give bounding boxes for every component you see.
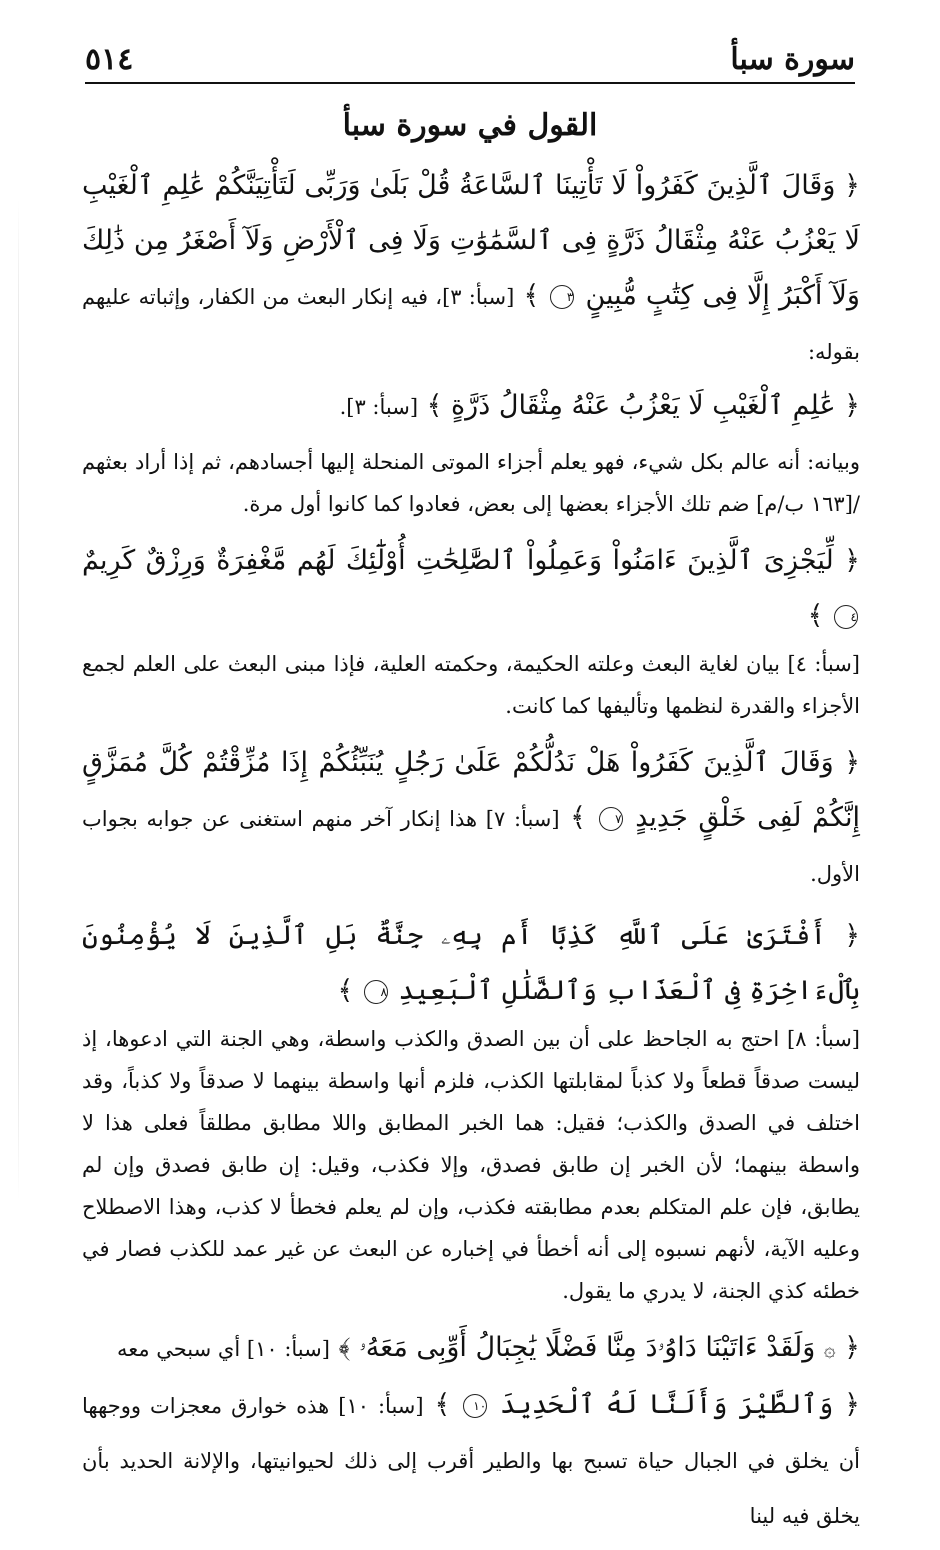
quran-verse-block: ﴿ وَقَالَ ٱلَّذِينَ كَفَرُواْ هَلْ نَدُلُّكُمْ عَلَىٰ رَجُلٍ يُنَبِّئُكُمْ إِذَا مُزِّقْتُمْ كُلَّ مُمَزَّقٍ إِنَّكُمْ لَفِى خَلْقٍ جَدِيدٍ ٧ ﴾ [سبأ: ٧] هذا إنكار آخر منهم استغنى عن جوابه بجواب الأول. [82, 747, 861, 886]
running-title: سورة سبأ [730, 42, 855, 77]
commentary-paragraph: وبيانه: أنه عالم بكل شيء، فهو يعلم أجزاء الموتى المنحلة إليها أجسادهم، ثم إذا أراد بعثهم /[١٦٣ ب/م] ضم تلك الأجزاء بعضها إلى بعض، فعادوا كما كانوا أول مرة. [82, 450, 860, 516]
commentary: هذا إنكار آخر منهم استغنى عن جوابه بجواب الأول. [82, 807, 860, 886]
quran-verse: لِّيَجْزِىَ ٱلَّذِينَ ءَامَنُواْ وَعَمِلُواْ ٱلصَّٰلِحَٰتِ أُوْلَٰٓئِكَ لَهُم مَّغْفِرَةٌ وَرِزْقٌ كَرِيمٌ [82, 545, 834, 576]
paragraph-3 [82, 533, 860, 727]
verse-reference: [سبأ: ١٠] [338, 1394, 424, 1418]
quran-verse-block: ﴿ ۞ وَلَقَدْ ءَاتَيْنَا دَاوُۥدَ مِنَّا فَضْلًا يَٰجِبَالُ أَوِّبِى مَعَهُۥ ﴾ [سبأ: ١٠] أي سبحي معه [116, 1332, 860, 1363]
quran-verse: وَقَالَ ٱلَّذِينَ كَفَرُواْ هَلْ نَدُلُّكُمْ عَلَىٰ رَجُلٍ يُنَبِّئُكُمْ إِذَا مُزِّقْتُمْ كُلَّ مُمَزَّقٍ إِنَّكُمْ لَفِى خَلْقٍ جَدِيدٍ [82, 747, 860, 833]
verse-number-marker: ٨ [364, 980, 388, 1004]
hizb-star-icon: ۞ [823, 1337, 836, 1361]
verse-reference: [سبأ: ١٠] [246, 1337, 330, 1361]
commentary: أي سبحي معه [116, 1337, 247, 1361]
commentary: ، فيه إنكار البعث من الكفار، وإثباته عليهم بقوله: [82, 285, 860, 364]
paragraph-4 [82, 735, 860, 900]
page-body [82, 158, 860, 1550]
verse-reference: [سبأ: ٧] [485, 807, 560, 831]
verse-reference: [سبأ: ٤] [787, 652, 860, 676]
verse-reference: [سبأ: ٨] [787, 1027, 860, 1051]
quran-verse: وَلَقَدْ ءَاتَيْنَا دَاوُۥدَ مِنَّا فَضْلًا يَٰجِبَالُ أَوِّبِى مَعَهُۥ [359, 1332, 816, 1363]
verse-number-marker: ١٠ [463, 1394, 487, 1418]
chapter-title: القول في سورة سبأ [342, 108, 598, 143]
verse-number-marker: ٧ [599, 807, 623, 831]
verse-reference: [سبأ: ٣]. [339, 395, 419, 419]
quran-verse: عَٰلِمِ ٱلْغَيْبِ لَا يَعْزُبُ عَنْهُ مِثْقَالُ ذَرَّةٍ [451, 390, 836, 421]
paragraph-2 [82, 441, 860, 525]
verse-reference: [سبأ: ٣] [442, 285, 515, 309]
quran-verse-block: ﴿ وَقَالَ ٱلَّذِينَ كَفَرُواْ لَا تَأْتِينَا ٱلسَّاعَةُ قُلْ بَلَىٰ وَرَبِّى لَتَأْتِيَنَّكُمْ عَٰلِمِ ٱلْغَيْبِ لَا يَعْزُبُ عَنْهُ مِثْقَالُ ذَرَّةٍ فِى ٱلسَّمَٰوَٰتِ وَلَا فِى ٱلْأَرْضِ وَلَآ أَصْغَرُ مِن ذَٰلِكَ وَلَآ أَكْبَرُ إِلَّا فِى كِتَٰبٍ مُّبِينٍ ٣ ﴾ [سبأ: ٣]، فيه إنكار البعث من الكفار، وإثباته عليهم بقوله: [82, 170, 860, 364]
commentary: احتج به الجاحظ على أن بين الصدق والكذب واسطة، وهي الجنة التي ادعوها، إذ ليست صدقاً قطعاً ولا كذباً لمقابلتها الكذب، فلزم أنها واسطة بينهما لا صدقاً ولا كذباً، وقد اختلف في الصدق والكذب؛ فقيل: هما الخبر المطابق واللا مطابق مطلقاً فعلى هذا لا واسطة بينهما؛ لأن الخبر إن طابق فصدق، وإلا فكذب، وقيل: إن طابق فصدق وإن لم يطابق، فإن علم المتكلم بعدم مطابقته فكذب، وإن لم يعلم فخطأ لا كذب، وهذا الاصطلاح وعليه الآية، لأنهم نسبوه إلى أنه أخطأ في إخباره عن البعث عن غير عمد للكذب فصار في خطئه كذي الجنة، لا يدري ما يقول. [82, 1027, 860, 1303]
scan-shadow-line [18, 200, 19, 1200]
quran-verse: أَفْتَرَىٰ عَلَى ٱللَّهِ كَذِبًا أَم بِهِۦ جِنَّةٌ بَلِ ٱلَّذِينَ لَا يُؤْمِنُونَ بِٱلْءَاخِرَةِ فِى ٱلْعَذَابِ وَٱلضَّلَٰلِ ٱلْبَعِيدِ [82, 920, 860, 1006]
quran-verse-block: ﴿ أَفْتَرَىٰ عَلَى ٱللَّهِ كَذِبًا أَم بِهِۦ جِنَّةٌ بَلِ ٱلَّذِينَ لَا يُؤْمِنُونَ بِٱلْءَاخِرَةِ فِى ٱلْعَذَابِ وَٱلضَّلَٰلِ ٱلْبَعِيدِ ٨ ﴾ [82, 920, 861, 1006]
quran-verse-block-2: ﴿ وَٱلطَّيْرَ وَأَلَنَّا لَهُ ٱلْحَدِيدَ ١٠ ﴾ [سبأ: ١٠] هذه خوارق معجزات ووجهها أن يخلق في الجبال حياة تسبح بها والطير أقرب إلى ذلك لحيوانيتها، والإلانة الحديد بأن يخلق فيه لينا [82, 1389, 860, 1528]
verse-number-marker: ٤ [834, 605, 858, 629]
verse-number-marker: ٣ [550, 285, 574, 309]
paragraph-1 [82, 158, 860, 433]
paragraph-6 [82, 1320, 860, 1542]
quran-verse: وَقَالَ ٱلَّذِينَ كَفَرُواْ لَا تَأْتِينَا ٱلسَّاعَةُ قُلْ بَلَىٰ وَرَبِّى لَتَأْتِيَنَّكُمْ عَٰلِمِ ٱلْغَيْبِ لَا يَعْزُبُ عَنْهُ مِثْقَالُ ذَرَّةٍ فِى ٱلسَّمَٰوَٰتِ وَلَا فِى ٱلْأَرْضِ وَلَآ أَصْغَرُ مِن ذَٰلِكَ وَلَآ أَكْبَرُ إِلَّا فِى كِتَٰبٍ مُّبِينٍ [82, 170, 860, 311]
page-number: ٥١٤ [85, 42, 134, 77]
page-header [85, 38, 855, 84]
paragraph-5 [82, 908, 860, 1312]
commentary: هذه خوارق معجزات ووجهها أن يخلق في الجبال حياة تسبح بها والطير أقرب إلى ذلك لحيوانيتها، والإلانة الحديد بأن يخلق فيه لينا [82, 1394, 860, 1528]
quran-verse-block-2: ﴿ عَٰلِمِ ٱلْغَيْبِ لَا يَعْزُبُ عَنْهُ مِثْقَالُ ذَرَّةٍ ﴾ [سبأ: ٣]. [339, 390, 860, 421]
quran-verse-block: ﴿ لِّيَجْزِىَ ٱلَّذِينَ ءَامَنُواْ وَعَمِلُواْ ٱلصَّٰلِحَٰتِ أُوْلَٰٓئِكَ لَهُم مَّغْفِرَةٌ وَرِزْقٌ كَرِيمٌ ٤ ﴾ [82, 545, 861, 631]
commentary: بيان لغاية البعث وعلته الحكيمة، وحكمته العلية، فإذا مبنى البعث على العلم لجمع الأجزاء والقدرة لنظمها وتأليفها كما كانت. [82, 652, 860, 718]
quran-verse: وَٱلطَّيْرَ وَأَلَنَّا لَهُ ٱلْحَدِيدَ [500, 1389, 834, 1420]
